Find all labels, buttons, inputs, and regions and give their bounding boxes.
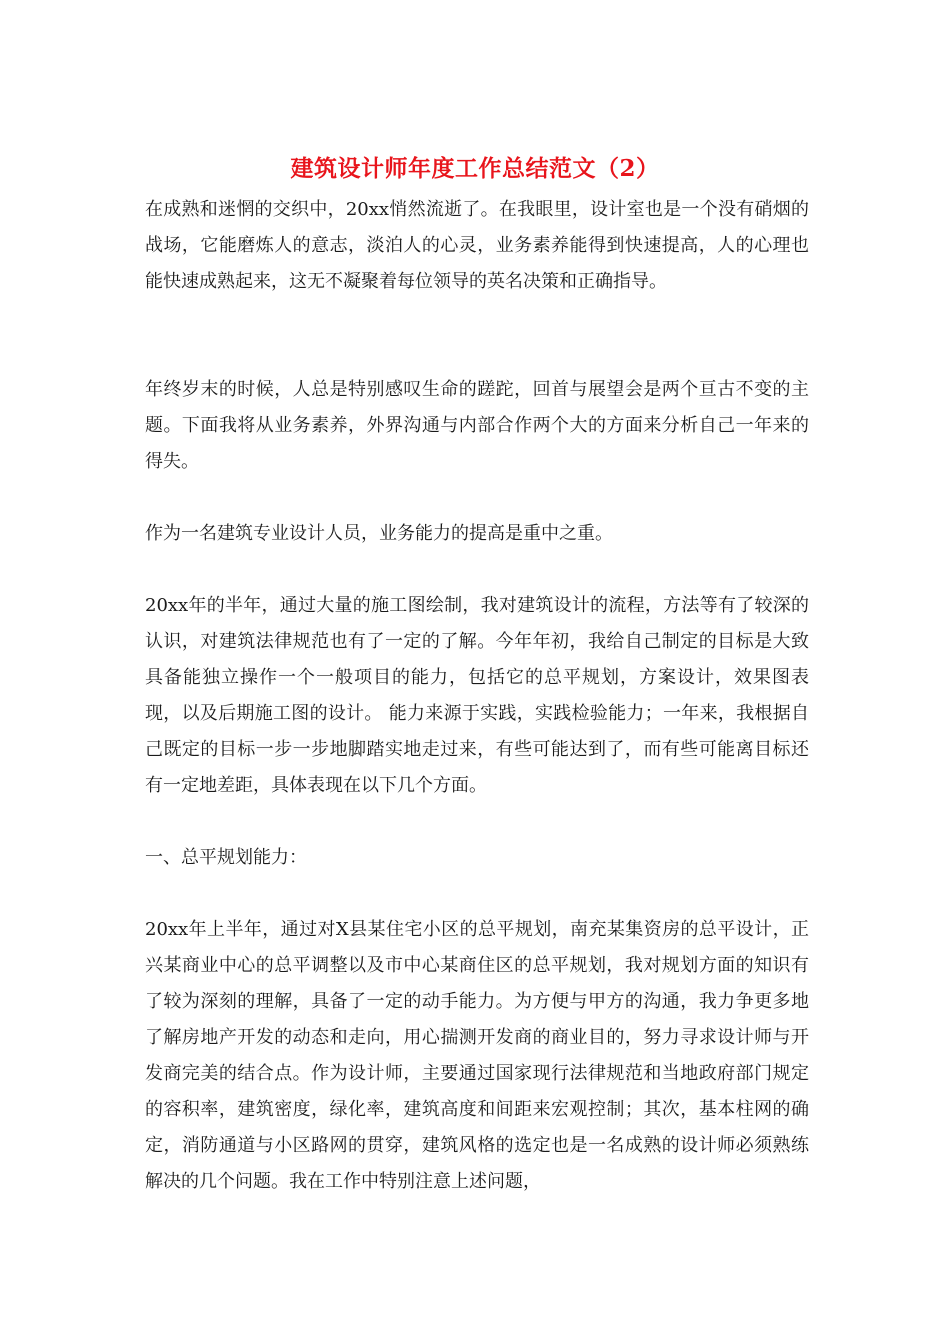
paragraph-professional-ability: 作为一名建筑专业设计人员，业务能力的提高是重中之重。	[145, 523, 613, 544]
paragraph-goals: 20xx年的半年，通过大量的施工图绘制，我对建筑设计的流程，方法等有了较深的认识，对建筑法律规范也有了一定的了解。今年年初，我给自己制定的目标是大致具备能独立操作一个一般项目的能力，包括它的总平规划，方案设计，效果图表现，以及后期施工图的设计。 能力来源于实践，实践检验能力；一年来，我根据自己既定的目标一步一步地脚踏实地走过来，有些可能达到了，而有些可能离目标还有一定地差距，具体表现在以下几个方面。	[145, 595, 809, 796]
paragraph-planning-details: 20xx年上半年，通过对X县某住宅小区的总平规划，南充某集资房的总平设计，正兴某商业中心的总平调整以及市中心某商住区的总平规划，我对规划方面的知识有了较为深刻的理解，具备了一定的动手能力。为方便与甲方的沟通，我力争更多地了解房地产开发的动态和走向，用心揣测开发商的商业目的，努力寻求设计师与开发商完美的结合点。作为设计师，主要通过国家现行法律规范和当地政府部门规定的容积率，建筑密度，绿化率，建筑高度和间距来宏观控制；其次，基本柱网的确定，消防通道与小区路网的贯穿，建筑风格的选定也是一名成熟的设计师必须熟练解决的几个问题。我在工作中特别注意上述问题，	[145, 919, 809, 1192]
paragraph-year-end: 年终岁末的时候，人总是特别感叹生命的蹉跎，回首与展望会是两个亘古不变的主题。下面我将从业务素养，外界沟通与内部合作两个大的方面来分析自己一年来的得失。	[145, 379, 809, 472]
document-title: 建筑设计师年度工作总结范文（2）	[290, 155, 660, 182]
paragraph-intro: 在成熟和迷惘的交织中，20xx悄然流逝了。在我眼里，设计室也是一个没有硝烟的战场，它能磨炼人的意志，淡泊人的心灵，业务素养能得到快速提高，人的心理也能快速成熟起来，这无不凝聚着每位领导的英名决策和正确指导。	[145, 199, 809, 292]
document-body	[145, 192, 809, 1200]
section-heading-planning: 一、总平规划能力：	[145, 847, 307, 868]
